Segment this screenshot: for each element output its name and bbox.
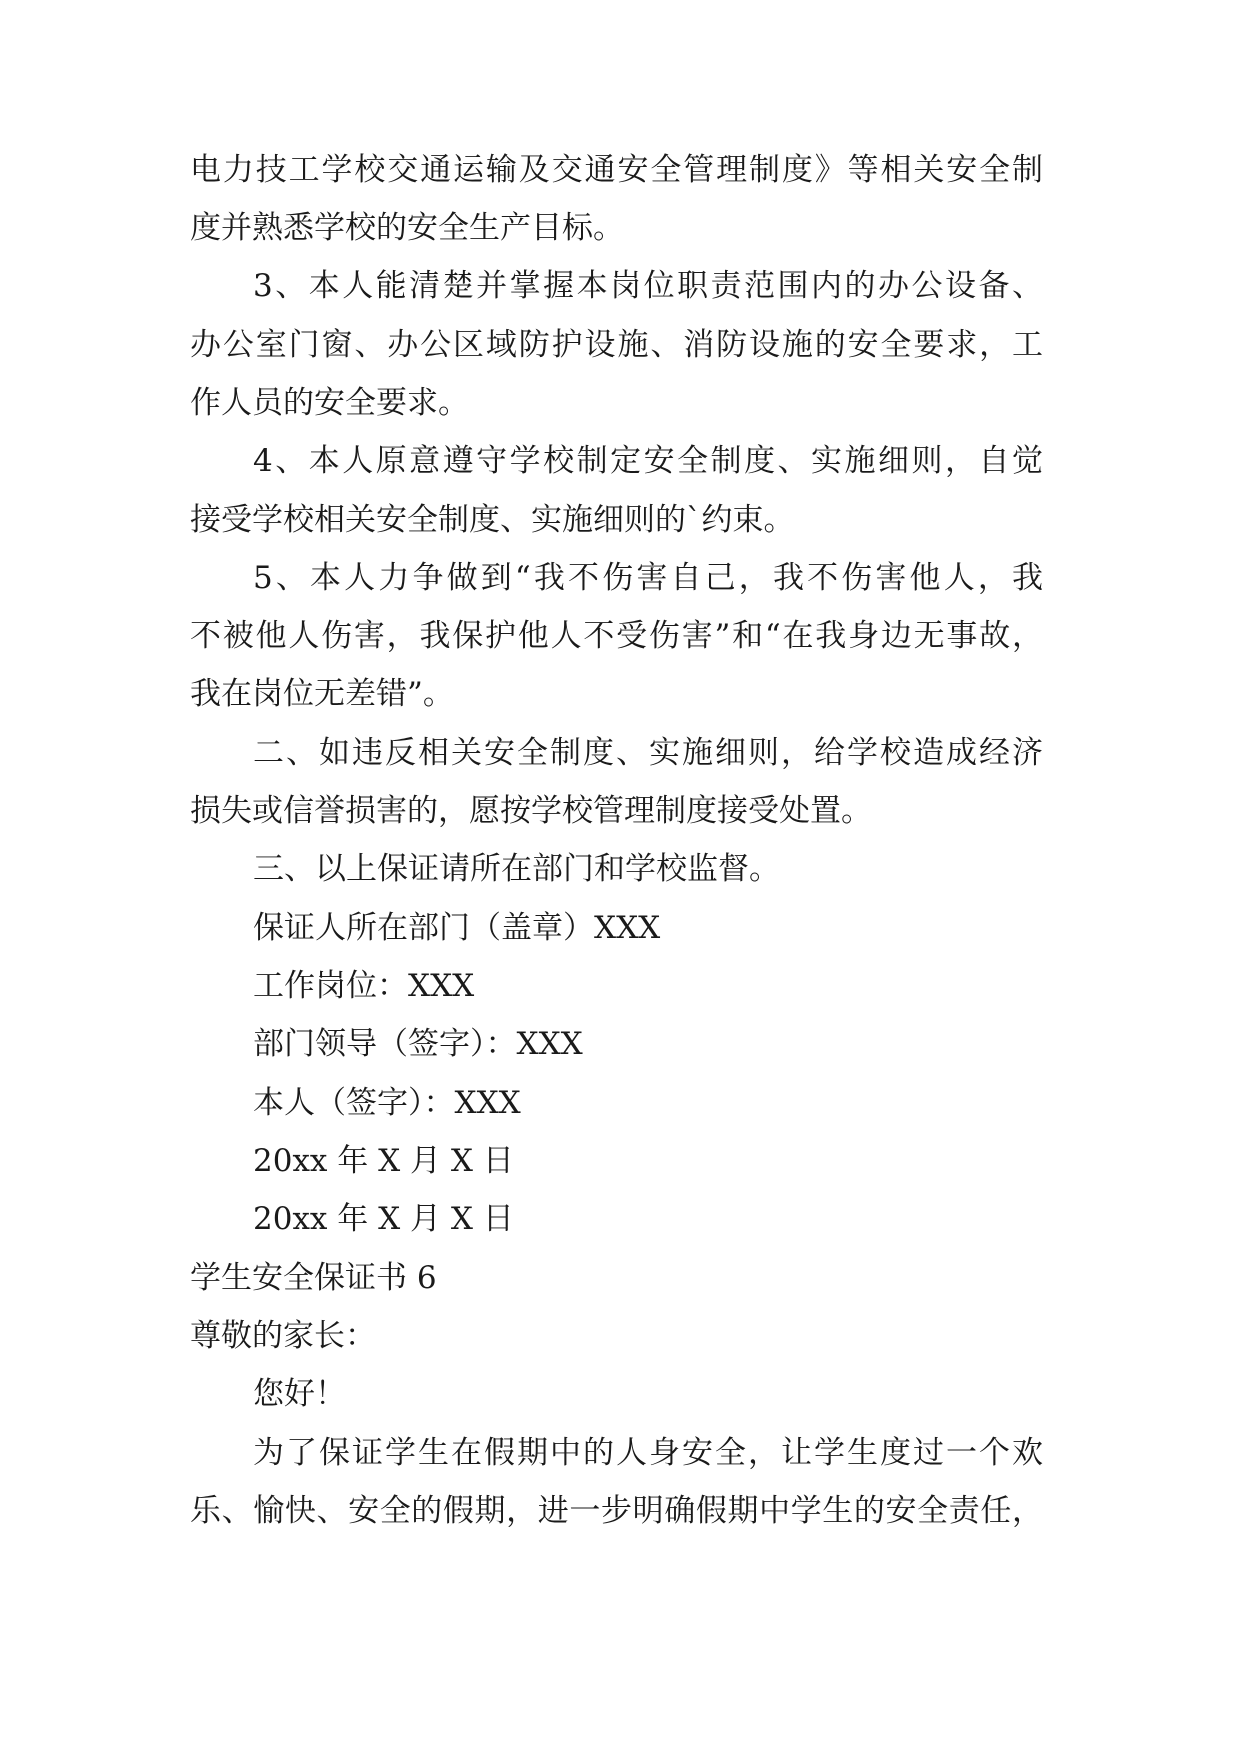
clause-three-line: 三、以上保证请所在部门和学校监督。	[253, 851, 780, 887]
body-text-line: 作人员的安全要求。	[190, 385, 469, 421]
body-text-line: 接受学校相关安全制度、实施细则的`约束。	[190, 502, 795, 538]
clause-two-line: 二、如违反相关安全制度、实施细则，给学校造成经济	[253, 735, 1043, 771]
body-text-line: 办公室门窗、办公区域防护设施、消防设施的安全要求，工	[190, 327, 1043, 363]
body-text-line: 我在岗位无差错”。	[190, 676, 454, 712]
job-position: 工作岗位：XXX	[253, 968, 475, 1004]
body-text-line: 为了保证学生在假期中的人身安全，让学生度过一个欢	[253, 1435, 1043, 1471]
date-line: 20xx 年 X 月 X 日	[253, 1201, 514, 1237]
body-text-line: 损失或信誉损害的，愿按学校管理制度接受处置。	[190, 793, 872, 829]
date-line: 20xx 年 X 月 X 日	[253, 1143, 514, 1179]
guarantor-department: 保证人所在部门（盖章）XXX	[253, 910, 661, 946]
section-title: 学生安全保证书 6	[190, 1260, 437, 1296]
paragraph-4-line: 4、本人原意遵守学校制定安全制度、实施细则，自觉	[253, 443, 1043, 479]
paragraph-3-line: 3、本人能清楚并掌握本岗位职责范围内的办公设备、	[253, 268, 1043, 304]
body-text-line: 不被他人伤害，我保护他人不受伤害”和“在我身边无事故，	[190, 618, 1043, 654]
salutation: 尊敬的家长：	[190, 1318, 376, 1354]
greeting: 您好！	[253, 1376, 346, 1412]
paragraph-5-line: 5、本人力争做到“我不伤害自己，我不伤害他人，我	[253, 560, 1043, 596]
body-text-line: 度并熟悉学校的安全生产目标。	[190, 210, 624, 246]
body-text-line: 电力技工学校交通运输及交通安全管理制度》等相关安全制	[190, 152, 1043, 188]
department-leader-signature: 部门领导（签字）：XXX	[253, 1026, 583, 1062]
self-signature: 本人（签字）：XXX	[253, 1085, 521, 1121]
body-text-line: 乐、愉快、安全的假期，进一步明确假期中学生的安全责任，	[190, 1493, 1043, 1529]
